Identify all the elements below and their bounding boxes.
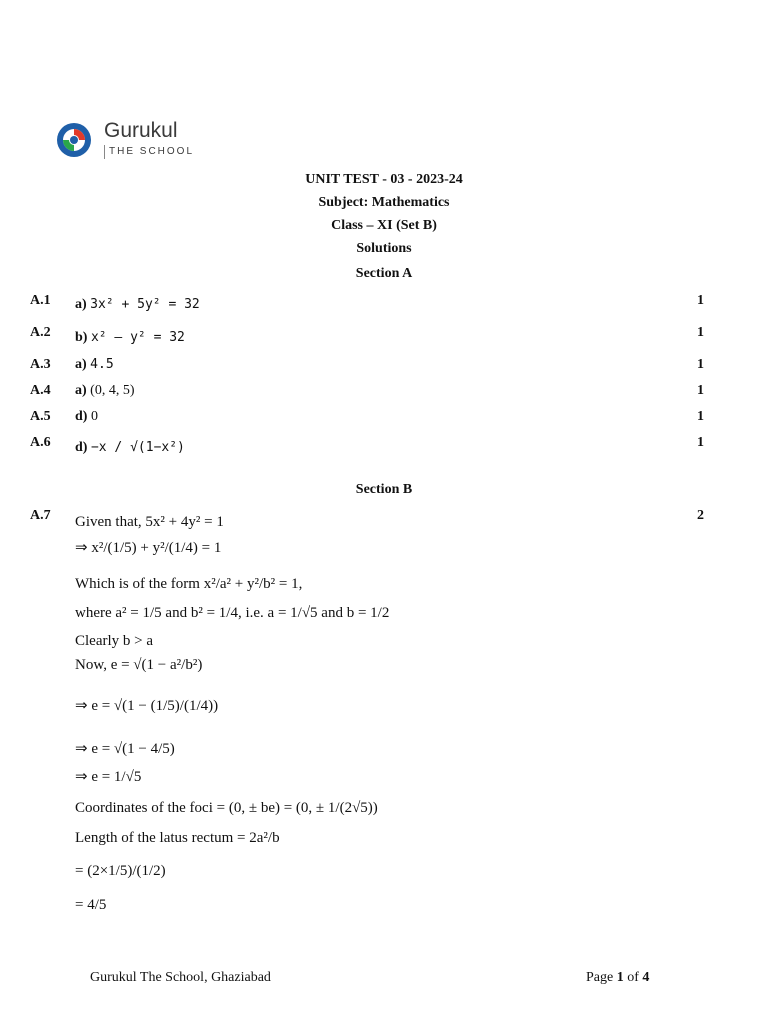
answer-text: 0 xyxy=(90,409,98,424)
answer-option: a) xyxy=(75,357,87,372)
solution-line: Given that, 5x² + 4y² = 1 xyxy=(75,514,224,530)
marks: 1 xyxy=(697,325,704,340)
solution-line: where a² = 1/5 and b² = 1/4, i.e. a = 1/√5 and b = 1/2 xyxy=(75,605,390,621)
question-number: A.2 xyxy=(30,325,51,340)
answer-a1 xyxy=(75,297,200,313)
answer-a3 xyxy=(75,357,114,373)
answer-option: d) xyxy=(75,409,88,424)
answer-a5 xyxy=(75,409,98,425)
question-number: A.6 xyxy=(30,435,51,450)
question-number: A.3 xyxy=(30,357,51,372)
solution-line: Now, e = √(1 − a²/b²) xyxy=(75,657,203,673)
answer-a2 xyxy=(75,330,185,346)
answer-option: a) xyxy=(75,297,87,312)
answer-option: b) xyxy=(75,330,88,345)
answer-a4 xyxy=(75,383,135,399)
answer-option: a) xyxy=(75,383,87,398)
subject-line: Subject: Mathematics xyxy=(318,195,450,210)
marks: 1 xyxy=(697,435,704,450)
answer-text: (0, 4, 5) xyxy=(90,383,135,398)
solution-line: ⇒ x²/(1/5) + y²/(1/4) = 1 xyxy=(75,540,222,556)
section-b-heading: Section B xyxy=(355,482,413,497)
answer-text: 3x² + 5y² = 32 xyxy=(90,297,200,312)
solutions-heading: Solutions xyxy=(356,241,412,256)
logo-text xyxy=(104,119,194,159)
marks: 1 xyxy=(697,383,704,398)
section-a-heading: Section A xyxy=(355,266,413,281)
class-line: Class – XI (Set B) xyxy=(331,218,437,233)
answer-text: −x / √(1−x²) xyxy=(90,440,185,455)
solution-line: = 4/5 xyxy=(75,897,107,913)
answer-text: 4.5 xyxy=(90,357,114,372)
answer-text: x² – y² = 32 xyxy=(90,330,185,345)
page-label: Page xyxy=(586,970,614,985)
solution-line: Length of the latus rectum = 2a²/b xyxy=(75,830,280,846)
page-indicator xyxy=(586,970,649,986)
question-number: A.5 xyxy=(30,409,51,424)
test-title: UNIT TEST - 03 - 2023-24 xyxy=(305,172,463,187)
solution-line: ⇒ e = √(1 − 4/5) xyxy=(75,741,175,757)
question-number: A.4 xyxy=(30,383,51,398)
of-label: of xyxy=(627,970,639,985)
solution-line: Coordinates of the foci = (0, ± be) = (0, ± 1/(2√5)) xyxy=(75,800,378,816)
marks: 1 xyxy=(697,293,704,308)
page-total: 4 xyxy=(642,970,650,985)
logo-tagline: THE SCHOOL xyxy=(104,145,194,159)
marks: 1 xyxy=(697,357,704,372)
question-number: A.1 xyxy=(30,293,51,308)
answer-option: d) xyxy=(75,440,88,455)
page-number: 1 xyxy=(616,970,624,985)
answer-a6 xyxy=(75,440,185,456)
solution-line: = (2×1/5)/(1/2) xyxy=(75,863,166,879)
solution-line: Which is of the form x²/a² + y²/b² = 1, xyxy=(75,576,303,592)
logo-name: Gurukul xyxy=(104,119,178,142)
question-number: A.7 xyxy=(30,508,51,523)
marks: 2 xyxy=(697,508,704,523)
marks: 1 xyxy=(697,409,704,424)
footer-school: Gurukul The School, Ghaziabad xyxy=(90,970,271,985)
solution-line: Clearly b > a xyxy=(75,633,154,649)
solution-line: ⇒ e = 1/√5 xyxy=(75,769,142,785)
solution-line: ⇒ e = √(1 − (1/5)/(1/4)) xyxy=(75,698,219,714)
